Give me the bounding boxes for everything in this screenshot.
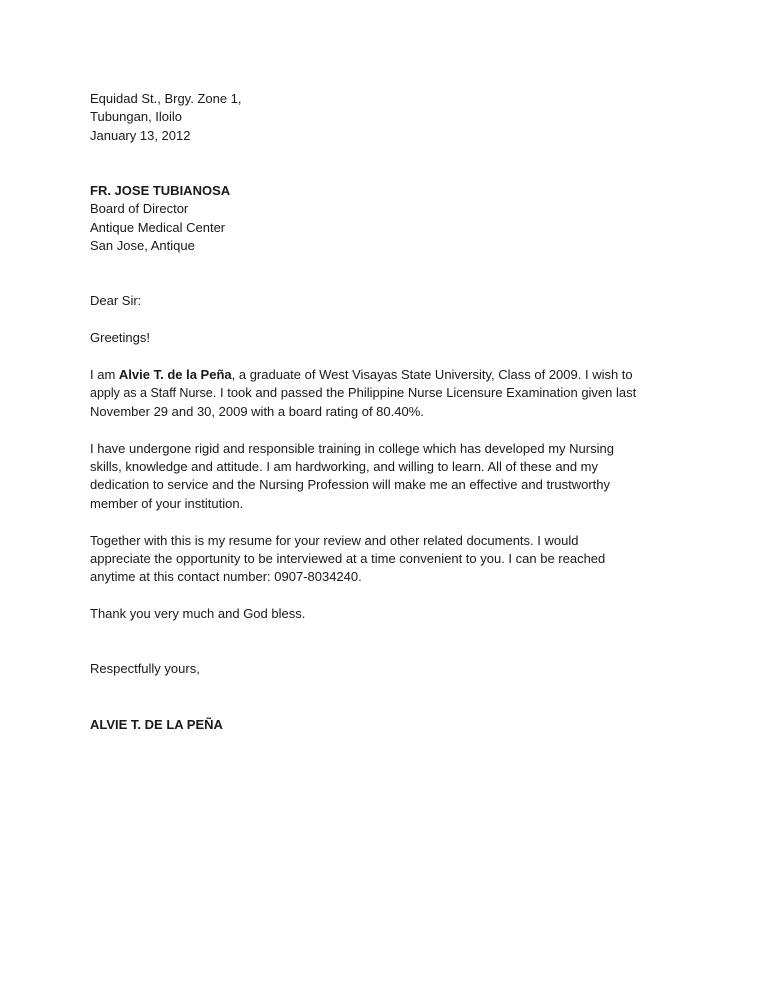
letter-page — [90, 90, 680, 734]
paragraph2-line4: member of your institution. — [90, 495, 244, 511]
spacer — [90, 348, 680, 366]
sender-address-line1: Equidad St., Brgy. Zone 1, — [90, 91, 242, 106]
paragraph2-line1: I have undergone rigid and responsible training in college which has developed my Nursing — [90, 440, 614, 456]
intro-line2-rest: . I took and passed the Philippine Nurse Licensure Examination given last — [212, 385, 637, 401]
thanks-line: Thank you very much and God bless. — [90, 606, 306, 622]
recipient-organization: Antique Medical Center — [90, 219, 226, 235]
intro-line1-rest: , a graduate of West Visayas State University, Class of 2009. I wish to — [231, 367, 633, 383]
recipient-block — [90, 182, 680, 256]
sender-address-line2: Tubungan, Iloilo — [90, 109, 183, 125]
paragraph1-line3: November 29 and 30, 2009 with a board rating of 80.40%. — [90, 403, 424, 419]
paragraph1-line2 — [90, 384, 680, 402]
spacer — [90, 679, 680, 716]
paragraph2-line2: skills, knowledge and attitude. I am hardworking, and willing to learn. All of these and my — [90, 459, 598, 475]
spacer — [90, 624, 680, 661]
recipient-title: Board of Director — [90, 201, 189, 217]
paragraph3-line2: appreciate the opportunity to be interviewed at a time convenient to you. I can be reached — [90, 551, 606, 567]
applicant-name-inline: Alvie T. de la Peña — [118, 367, 232, 383]
intro-prefix: I am — [90, 367, 119, 383]
sender-address — [90, 90, 680, 145]
paragraph1-line1 — [90, 366, 680, 384]
paragraph2-line3: dedication to service and the Nursing Profession will make me an effective and trustworthy — [90, 477, 611, 493]
position-applied: apply as a Staff Nurse — [90, 386, 213, 401]
greeting: Greetings! — [90, 330, 150, 346]
paragraph-introduction — [90, 366, 680, 421]
spacer — [90, 311, 680, 329]
spacer — [90, 256, 680, 293]
paragraph3-line1: Together with this is my resume for your review and other related documents. I would — [90, 532, 579, 548]
recipient-name: FR. JOSE TUBIANOSA — [90, 183, 231, 199]
recipient-location: San Jose, Antique — [90, 238, 195, 254]
paragraph-qualifications — [90, 440, 680, 514]
spacer — [90, 513, 680, 531]
spacer — [90, 587, 680, 605]
signature-name: ALVIE T. DE LA PEÑA — [90, 716, 223, 732]
salutation: Dear Sir: — [90, 293, 142, 309]
spacer — [90, 145, 680, 182]
closing: Respectfully yours, — [90, 661, 200, 677]
paragraph-request — [90, 532, 680, 587]
spacer — [90, 421, 680, 439]
letter-date: January 13, 2012 — [90, 127, 191, 143]
paragraph3-line3: anytime at this contact number: 0907-8034240. — [90, 569, 362, 585]
